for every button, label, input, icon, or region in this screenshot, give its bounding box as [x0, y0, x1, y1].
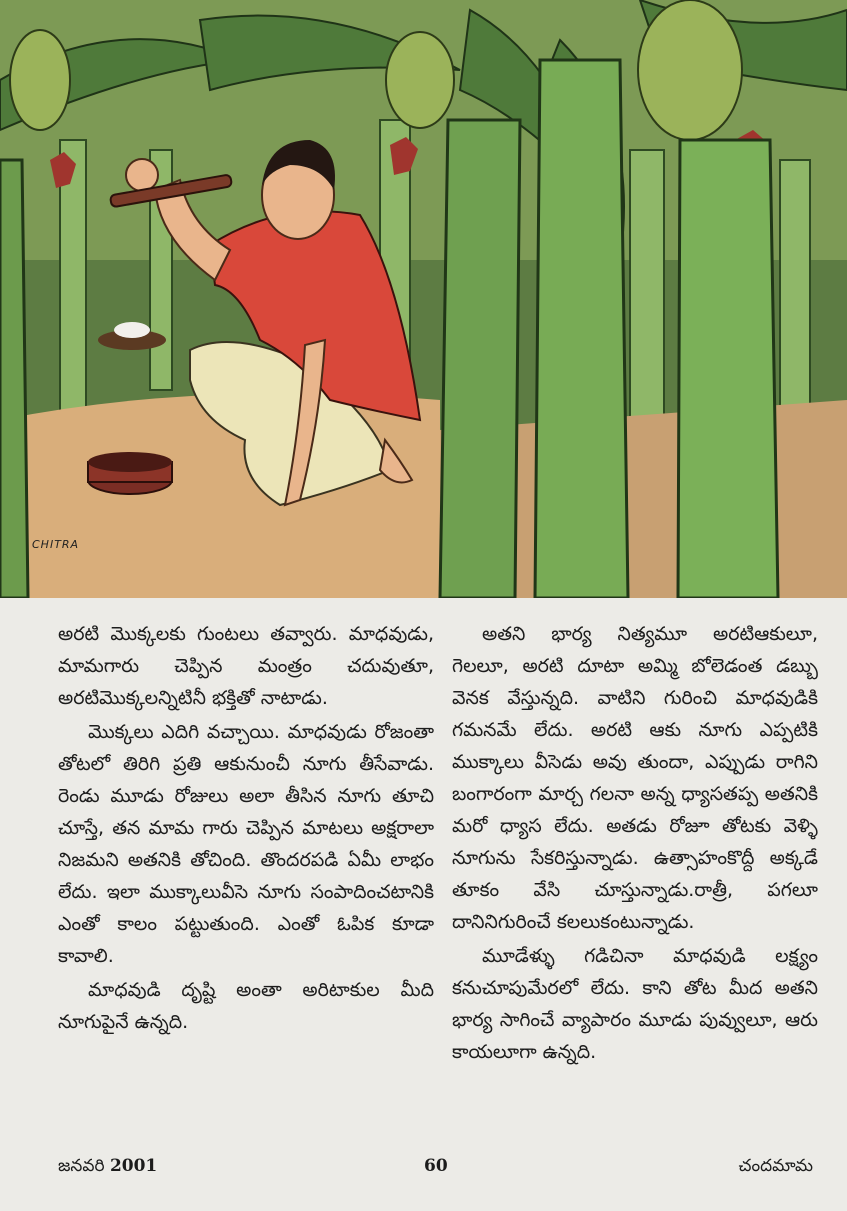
paragraph: మూడేళ్ళు గడిచినా మాధవుడి లక్ష్యం కనుచూపుమేరలో లేదు. కాని తోట మీద అతని భార్య సాగించే వ్యాపారం మూడు పువ్వులూ, ఆరు కాయలూగా ఉన్నది.: [452, 945, 818, 1063]
illustrator-signature: CHITRA: [32, 538, 80, 551]
page-number: 60: [424, 1156, 448, 1176]
paragraph: అతని భార్య నిత్యమూ అరటిఆకులూ, గెలలూ, అరటి దూటా అమ్మి బోలెడంత డబ్బు వెనక వేస్తున్నది. వాటిని గురించి మాధవుడికి గమనమే లేదు. అరటి ఆకు నూగు ఎప్పటికి ముక్కాలు వీసెడు అవు తుందా, ఎప్పుడు రాగిని బంగారంగా మార్చ గలనా అన్న ధ్యాసతప్ప అతనికి మరో ధ్యాస లేదు. అతడు రోజూ తోటకు వెళ్ళి నూగును సేకరిస్తున్నాడు. ఉత్సాహంకొద్దీ అక్కడే తూకం వేసి చూస్తున్నాడు.రాత్రీ, పగలూ దానినిగురించే కలలుకంటున్నాడు.: [452, 623, 818, 933]
illustration: [0, 0, 847, 598]
issue-month: జనవరి: [58, 1156, 105, 1176]
paragraph: మాధవుడి దృష్టి అంతా అరిటాకుల మీది నూగుపైనే ఉన్నది.: [58, 979, 434, 1033]
paragraph: అరటి మొక్కలకు గుంటలు తవ్వారు. మాధవుడు, మామగారు చెప్పిన మంత్రం చదువుతూ, అరటిమొక్కలన్నిటినీ భక్తితో నాటాడు.: [58, 623, 434, 709]
banana-plantation-illustration: [0, 0, 847, 598]
magazine-name: చందమామ: [738, 1156, 813, 1176]
issue-year: 2001: [109, 1156, 158, 1176]
article-right-column: [452, 618, 818, 1068]
issue-date: [58, 1156, 157, 1180]
article-left-column: [58, 618, 434, 1038]
page-footer: [0, 1156, 847, 1180]
paragraph: మొక్కలు ఎదిగి వచ్చాయి. మాధవుడు రోజంతా తోటలో తిరిగి ప్రతి ఆకునుంచీ నూగు తీసేవాడు. రెండు మూడు రోజులు అలా తీసిన నూగు తూచి చూస్తే, తన మామ గారు చెప్పిన మాటలు అక్షరాలా నిజమని అతనికి తోచింది. తొందరపడి ఏమీ లాభం లేదు. ఇలా ముక్కాలువీసె నూగు సంపాదించటానికి ఎంతో కాలం పట్టుతుంది. ఎంతో ఓపిక కూడా కావాలి.: [58, 721, 434, 967]
